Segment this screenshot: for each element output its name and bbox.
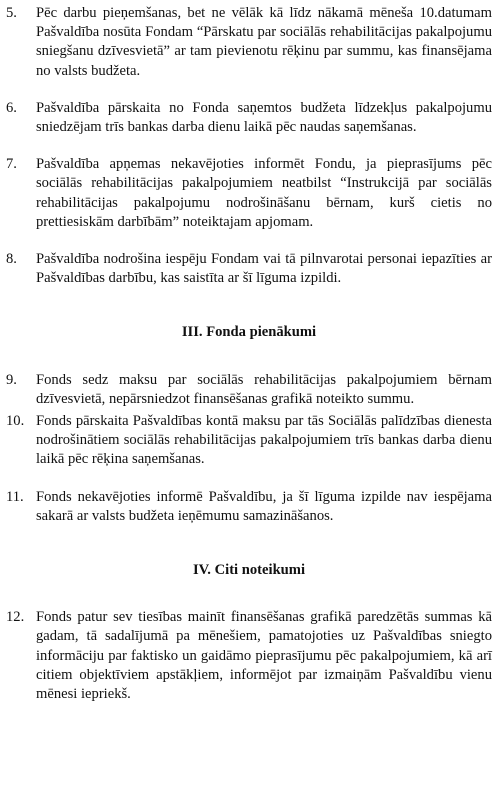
clause-10 [6,412,492,470]
clause-text: Pēc darbu pieņemšanas, bet ne vēlāk kā līdz nākamā mēneša 10.datumam Pašvaldība nosūta Fondam “Pārskatu par sociālās rehabilitācijas pakalpojumu sniegšanu dzīvesvietā” ar tam pievienotu rēķinu par summu, kas finansējama no valsts budžeta. [36,5,492,79]
clause-number: 5. [6,5,17,21]
section-heading-fund-duties: III. Fonda pienākumi [181,324,317,341]
clause-number: 7. [6,156,17,173]
clause-number: 9. [6,371,17,388]
clause-11 [6,488,492,526]
clause-number: 11. [6,488,24,505]
clause-8 [6,250,492,288]
clause-9 [6,371,492,409]
clause-6 [6,99,492,137]
clause-text: Fonds sedz maksu par sociālās rehabilitācijas pakalpojumiem bērnam dzīvesvietā, nepārsniedzot finansēšanas grafikā noteikto summu. [36,371,492,407]
clause-number: 12. [6,609,25,626]
clause-number: 6. [6,99,17,116]
section-heading-other-terms: IV. Citi noteikumi [192,562,306,579]
clause-number: 10. [6,413,25,430]
clause-5 [6,4,492,81]
clause-12 [6,608,492,704]
clause-text: Fonds patur sev tiesības mainīt finansēšanas grafikā paredzētās summas kā gadam, tā sadalījumā pa mēnešiem, pamatojoties uz Pašvaldības sniegto informāciju par faktisko un gaidāmo pieprasījumu pēc pakalpojumiem, kā arī citiem objektīviem apstākļiem, informējot par izmaiņām Pašvaldību vienu mēnesi iepriekš. [36,609,492,703]
clause-text: Pašvaldība pārskaita no Fonda saņemtos budžeta līdzekļus pakalpojumu sniedzējam trīs bankas darba dienu laikā pēc naudas saņemšanas. [36,99,492,136]
clause-text: Pašvaldība apņemas nekavējoties informēt Fondu, ja pieprasījums pēc sociālās rehabilitācijas pakalpojumiem neatbilst “Instrukcijā par sociālās rehabilitācijas pakalpojumu nodrošināšanu bērnam, kurš cietis no prettiesiskām darbībām” noteiktajam apjomam. [36,156,492,230]
clause-7 [6,155,492,232]
clause-text: Pašvaldība nodrošina iespēju Fondam vai tā pilnvarotai personai iepazīties ar Pašvaldības darbību, kas saistīta ar šī līguma izpildi. [36,251,492,287]
clause-number: 8. [6,251,17,268]
clause-text: Fonds pārskaita Pašvaldības kontā maksu par tās Sociālās palīdzības dienesta nodrošinātiem sociālās rehabilitācijas pakalpojumiem trīs bankas darba dienu laikā pēc rēķina saņemšanas. [36,413,492,468]
clause-text: Fonds nekavējoties informē Pašvaldību, ja šī līguma izpilde nav iespējama sakarā ar valsts budžeta ieņēmumu samazināšanos. [36,488,492,524]
